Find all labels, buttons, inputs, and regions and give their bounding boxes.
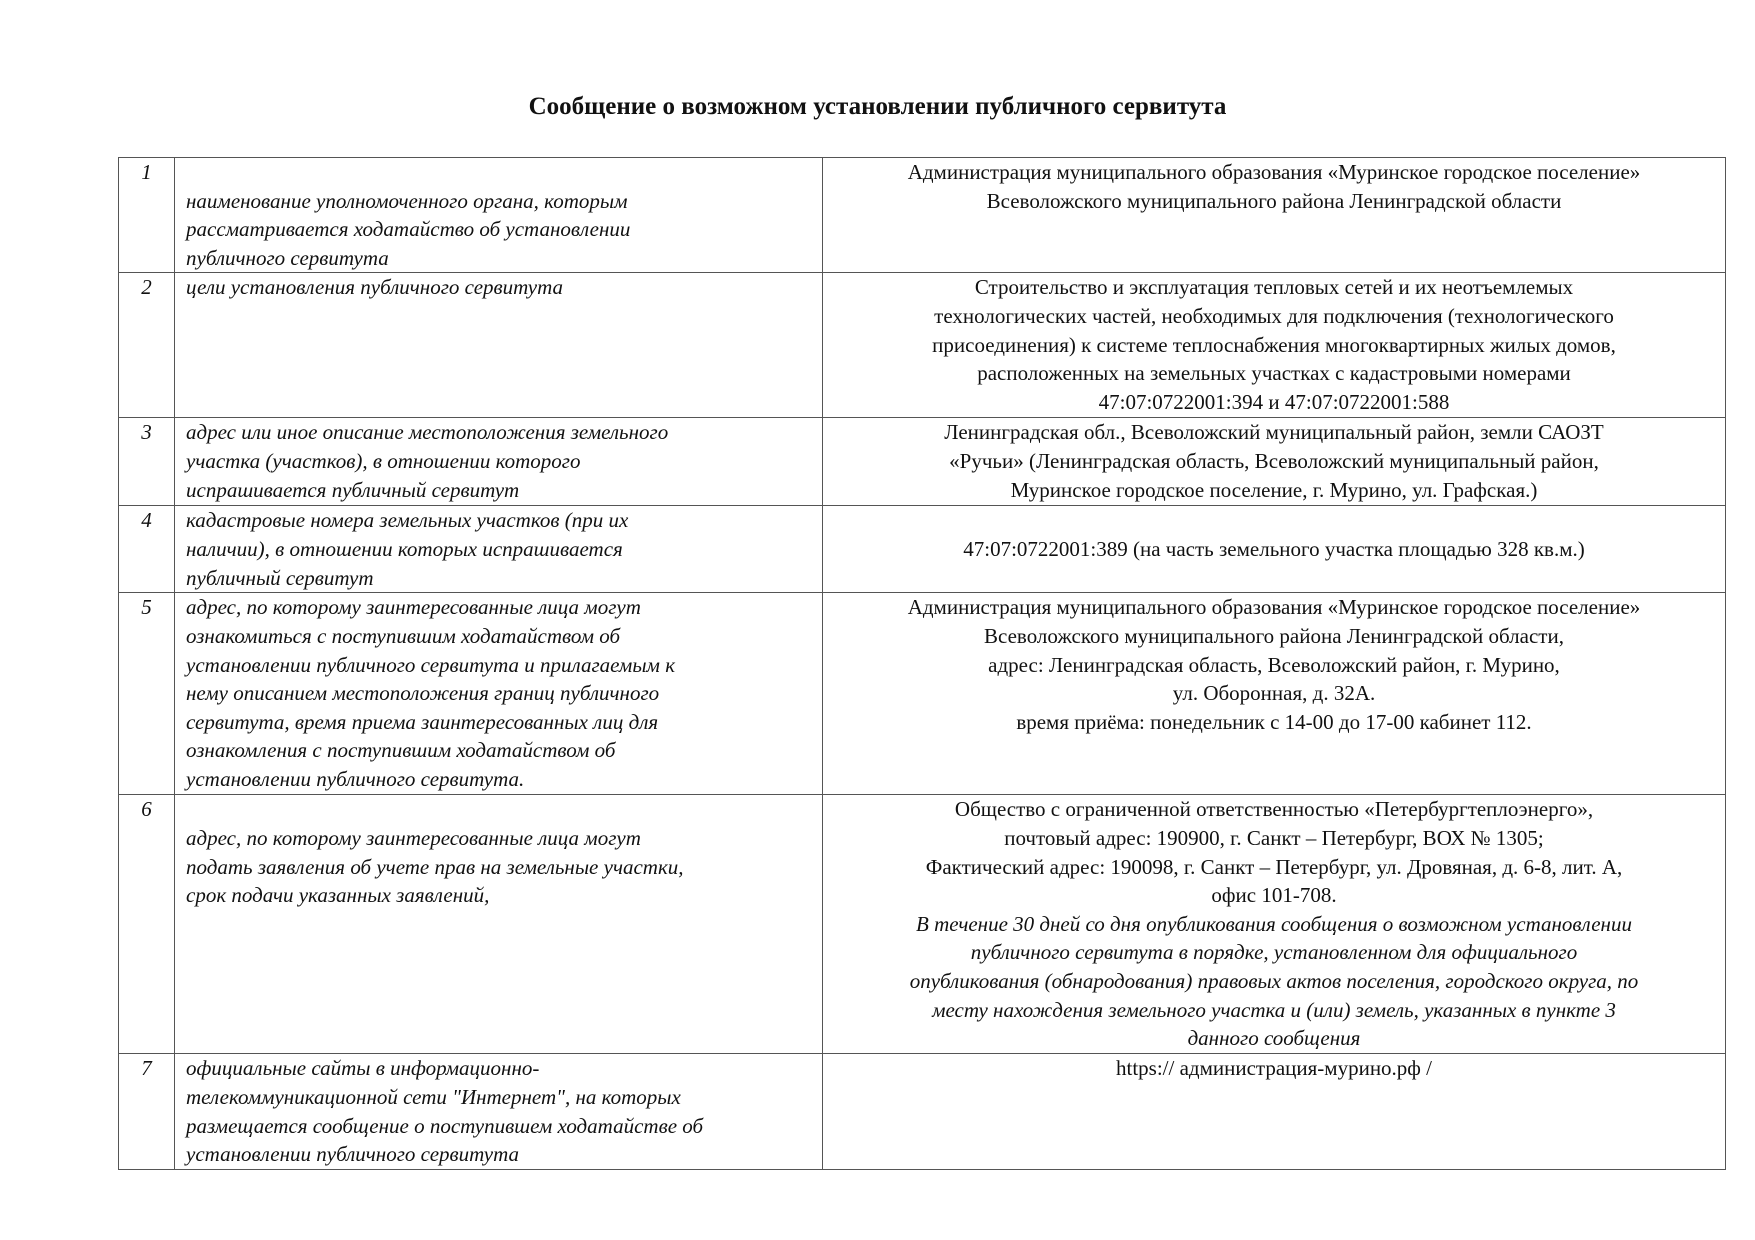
value-line: офис 101-708. [1211, 883, 1337, 908]
table-row [119, 795, 1726, 1054]
row-description [175, 158, 823, 273]
description-line: размещается сообщение о поступившем ходатайстве об [186, 1113, 704, 1138]
deadline-line: месту нахождения земельного участка и (или) земель, указанных в пункте 3 [932, 997, 1616, 1022]
table-row [119, 158, 1726, 273]
value-line: ул. Оборонная, д. 32А. [1172, 681, 1376, 706]
row-number: 7 [119, 1054, 175, 1169]
row-description [175, 418, 823, 506]
row-number: 1 [119, 158, 175, 273]
row-number: 5 [119, 593, 175, 795]
description-line: сервитута, время приема заинтересованных лиц для [186, 709, 659, 734]
value-line: расположенных на земельных участках с кадастровыми номерами [977, 361, 1571, 386]
description-line: испрашивается публичный сервитут [186, 477, 520, 502]
row-number: 6 [119, 795, 175, 1054]
row-number: 4 [119, 506, 175, 593]
description-line: участка (участков), в отношении которого [186, 448, 581, 473]
value-line: Всеволожского муниципального района Ленинградской области, [984, 623, 1564, 648]
value-line: Администрация муниципального образования «Муринское городское поселение» [907, 160, 1641, 184]
description-line: адрес, по которому заинтересованные лица могут [186, 825, 641, 850]
description-line: установлении публичного сервитута и прилагаемым к [186, 652, 676, 677]
description-line: срок подачи указанных заявлений, [186, 883, 490, 908]
deadline-line: публичного сервитута в порядке, установленном для официального [970, 940, 1578, 965]
description-line: наименование уполномоченного органа, которым [186, 188, 628, 213]
row-value [823, 418, 1726, 506]
value-line: 47:07:0722001:389 (на часть земельного участка площадью 328 кв.м.) [963, 537, 1585, 562]
description-line: рассматривается ходатайство об установлении [186, 217, 631, 242]
value-line: «Ручьи» (Ленинградская область, Всеволожский муниципальный район, [949, 448, 1599, 473]
description-line: ознакомления с поступившим ходатайством об [186, 738, 616, 763]
description-line: адрес или иное описание местоположения земельного [186, 420, 669, 445]
description-line: установлении публичного сервитута [186, 1142, 520, 1167]
value-line: Ленинградская обл., Всеволожский муниципальный район, земли САОЗТ [944, 420, 1604, 445]
website-link[interactable]: https:// администрация-мурино.рф / [1115, 1056, 1432, 1081]
value-line: время приёма: понедельник с 14-00 до 17-00 кабинет 112. [1016, 709, 1532, 734]
row-value [823, 158, 1726, 273]
table-row [119, 1054, 1726, 1169]
description-line: адрес, по которому заинтересованные лица могут [186, 595, 641, 620]
deadline-line: данного сообщения [1187, 1026, 1361, 1051]
description-line: нему описанием местоположения границ публичного [186, 681, 660, 706]
row-description [175, 273, 823, 418]
value-line: Общество с ограниченной ответственностью «Петербургтеплоэнерго», [954, 797, 1594, 822]
value-line: Всеволожского муниципального района Ленинградской области [986, 188, 1562, 213]
row-number: 2 [119, 273, 175, 418]
value-line: присоединения) к системе теплоснабжения многоквартирных жилых домов, [932, 332, 1616, 357]
row-value [823, 1054, 1726, 1169]
description-line: официальные сайты в информационно- [186, 1056, 540, 1081]
row-number: 3 [119, 418, 175, 506]
row-value [823, 506, 1726, 593]
value-line: Администрация муниципального образования «Муринское городское поселение» [907, 595, 1641, 620]
table-row [119, 593, 1726, 795]
row-value [823, 273, 1726, 418]
row-description [175, 506, 823, 593]
description-line: установлении публичного сервитута. [186, 766, 525, 791]
table-row [119, 418, 1726, 506]
value-line: Муринское городское поселение, г. Мурино, ул. Графская.) [1010, 477, 1538, 502]
row-description [175, 795, 823, 1054]
description-line: публичный сервитут [186, 565, 374, 590]
description-line: ознакомиться с поступившим ходатайством об [186, 623, 621, 648]
description-line: публичного сервитута [186, 245, 389, 270]
page-title: Сообщение о возможном установлении публичного сервитута [528, 93, 1227, 120]
row-value [823, 795, 1726, 1054]
description-line: цели установления публичного сервитута [186, 275, 564, 300]
value-line: Строительство и эксплуатация тепловых сетей и их неотъемлемых [974, 275, 1574, 300]
row-value [823, 593, 1726, 795]
table-row [119, 506, 1726, 593]
value-line: адрес: Ленинградская область, Всеволожский район, г. Мурино, [988, 652, 1560, 677]
table-row [119, 273, 1726, 418]
value-line: 47:07:0722001:394 и 47:07:0722001:588 [1098, 389, 1450, 414]
description-line: подать заявления об учете прав на земельные участки, [186, 854, 684, 879]
value-line: Фактический адрес: 190098, г. Санкт – Петербург, ул. Дровяная, д. 6-8, лит. А, [925, 854, 1623, 879]
value-line: технологических частей, необходимых для подключения (технологического [934, 303, 1614, 328]
row-description [175, 1054, 823, 1169]
description-line: телекоммуникационной сети "Интернет", на которых [186, 1084, 681, 1109]
value-line: почтовый адрес: 190900, г. Санкт – Петербург, ВОХ № 1305; [1004, 825, 1544, 850]
row-description [175, 593, 823, 795]
deadline-line: опубликования (обнародования) правовых актов поселения, городского округа, по [909, 968, 1639, 993]
description-line: кадастровые номера земельных участков (при их [186, 508, 629, 533]
deadline-line: В течение 30 дней со дня опубликования сообщения о возможном установлении [916, 911, 1632, 936]
description-line: наличии), в отношении которых испрашивается [186, 536, 623, 561]
servitude-info-table [118, 157, 1726, 1170]
